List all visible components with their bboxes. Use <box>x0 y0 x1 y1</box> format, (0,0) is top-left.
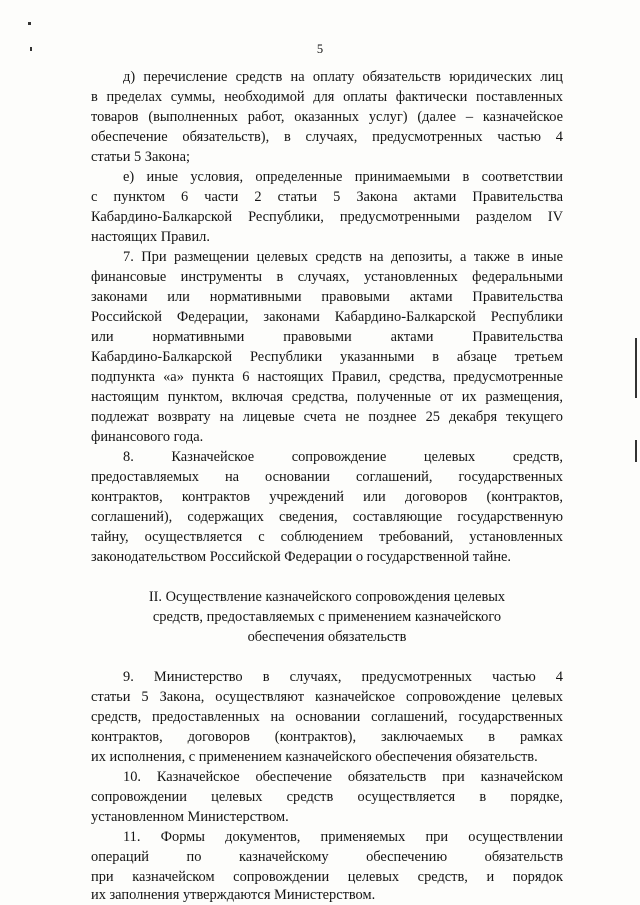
scan-mark <box>635 338 637 398</box>
paragraph-line: контрактов, договоров (контрактов), заключаемых в рамках <box>91 729 563 745</box>
paragraph-line: Кабардино-Балкарской Республики указанными в абзаце третьем <box>91 349 563 365</box>
paragraph-line: установленном Министерством. <box>91 809 289 825</box>
paragraph-line: 7. При размещении целевых средств на депозиты, а также в иные <box>123 249 563 265</box>
paragraph-line: статьи 5 Закона; <box>91 149 190 165</box>
paragraph-line: их исполнения, с применением казначейского обеспечения обязательств. <box>91 749 538 765</box>
paragraph-line: д) перечисление средств на оплату обязательств юридических лиц <box>123 69 563 85</box>
paragraph-line: с пунктом 6 части 2 статьи 5 Закона актами Правительства <box>91 189 563 205</box>
paragraph-line: подпункта «а» пункта 6 настоящих Правил, средства, предусмотренные <box>91 369 563 385</box>
paragraph-line: Кабардино-Балкарской Республики, предусмотренными разделом IV <box>91 209 563 225</box>
paragraph-line: финансовые инструменты в случаях, установленных федеральными <box>91 269 563 285</box>
section-heading: средств, предоставляемых с применением казначейского <box>152 609 502 625</box>
paragraph-line: при казначейском сопровождении целевых средств, и порядок <box>91 869 563 885</box>
paragraph-line: законами или нормативными правовыми актами Правительства <box>91 289 563 305</box>
scan-mark <box>28 22 31 25</box>
paragraph-line: статьи 5 Закона, осуществляют казначейское сопровождение целевых <box>91 689 563 705</box>
paragraph-line: предоставляемых на основании соглашений, государственных <box>91 469 563 485</box>
paragraph-line: Российской Федерации, законами Кабардино-Балкарской Республики <box>91 309 563 325</box>
section-heading: обеспечения обязательств <box>247 629 407 645</box>
paragraph-line: 10. Казначейское обеспечение обязательств при казначейском <box>123 769 563 785</box>
paragraph-line: е) иные условия, определенные принимаемыми в соответствии <box>123 169 563 185</box>
scan-mark <box>30 47 32 51</box>
paragraph-line: соглашений), содержащих сведения, составляющие государственную <box>91 509 563 525</box>
paragraph-line: настоящих Правил. <box>91 229 210 245</box>
paragraph-line: в пределах суммы, необходимой для оплаты фактически поставленных <box>91 89 563 105</box>
paragraph-line: тайну, осуществляется с соблюдением требований, установленных <box>91 529 563 545</box>
paragraph-line: 11. Формы документов, применяемых при осуществлении <box>123 829 563 845</box>
paragraph-line: средств, предоставленных на основании соглашений, государственных <box>91 709 563 725</box>
paragraph-line: 9. Министерство в случаях, предусмотренных частью 4 <box>123 669 563 685</box>
paragraph-line: или нормативными правовыми актами Правительства <box>91 329 563 345</box>
page-number: 5 <box>316 42 324 56</box>
paragraph-line: подлежат возврату на лицевые счета не позднее 25 декабря текущего <box>91 409 563 425</box>
paragraph-line: операций по казначейскому обеспечению обязательств <box>91 849 563 865</box>
scan-mark <box>635 440 637 462</box>
paragraph-line: 8. Казначейское сопровождение целевых средств, <box>123 449 563 465</box>
paragraph-line: их заполнения утверждаются Министерством. <box>91 887 376 903</box>
paragraph-line: контрактов, контрактов учреждений или договоров (контрактов, <box>91 489 563 505</box>
paragraph-line: настоящим пунктом, включая средства, полученные от их размещения, <box>91 389 563 405</box>
paragraph-line: законодательством Российской Федерации о государственной тайне. <box>91 549 512 565</box>
paragraph-line: товаров (выполненных работ, оказанных услуг) (далее – казначейское <box>91 109 563 125</box>
paragraph-line: финансового года. <box>91 429 204 445</box>
paragraph-line: обеспечение обязательств), в случаях, предусмотренных частью 4 <box>91 129 563 145</box>
section-heading: II. Осуществление казначейского сопровождения целевых <box>148 589 506 605</box>
paragraph-line: сопровождении целевых средств осуществляется в порядке, <box>91 789 563 805</box>
